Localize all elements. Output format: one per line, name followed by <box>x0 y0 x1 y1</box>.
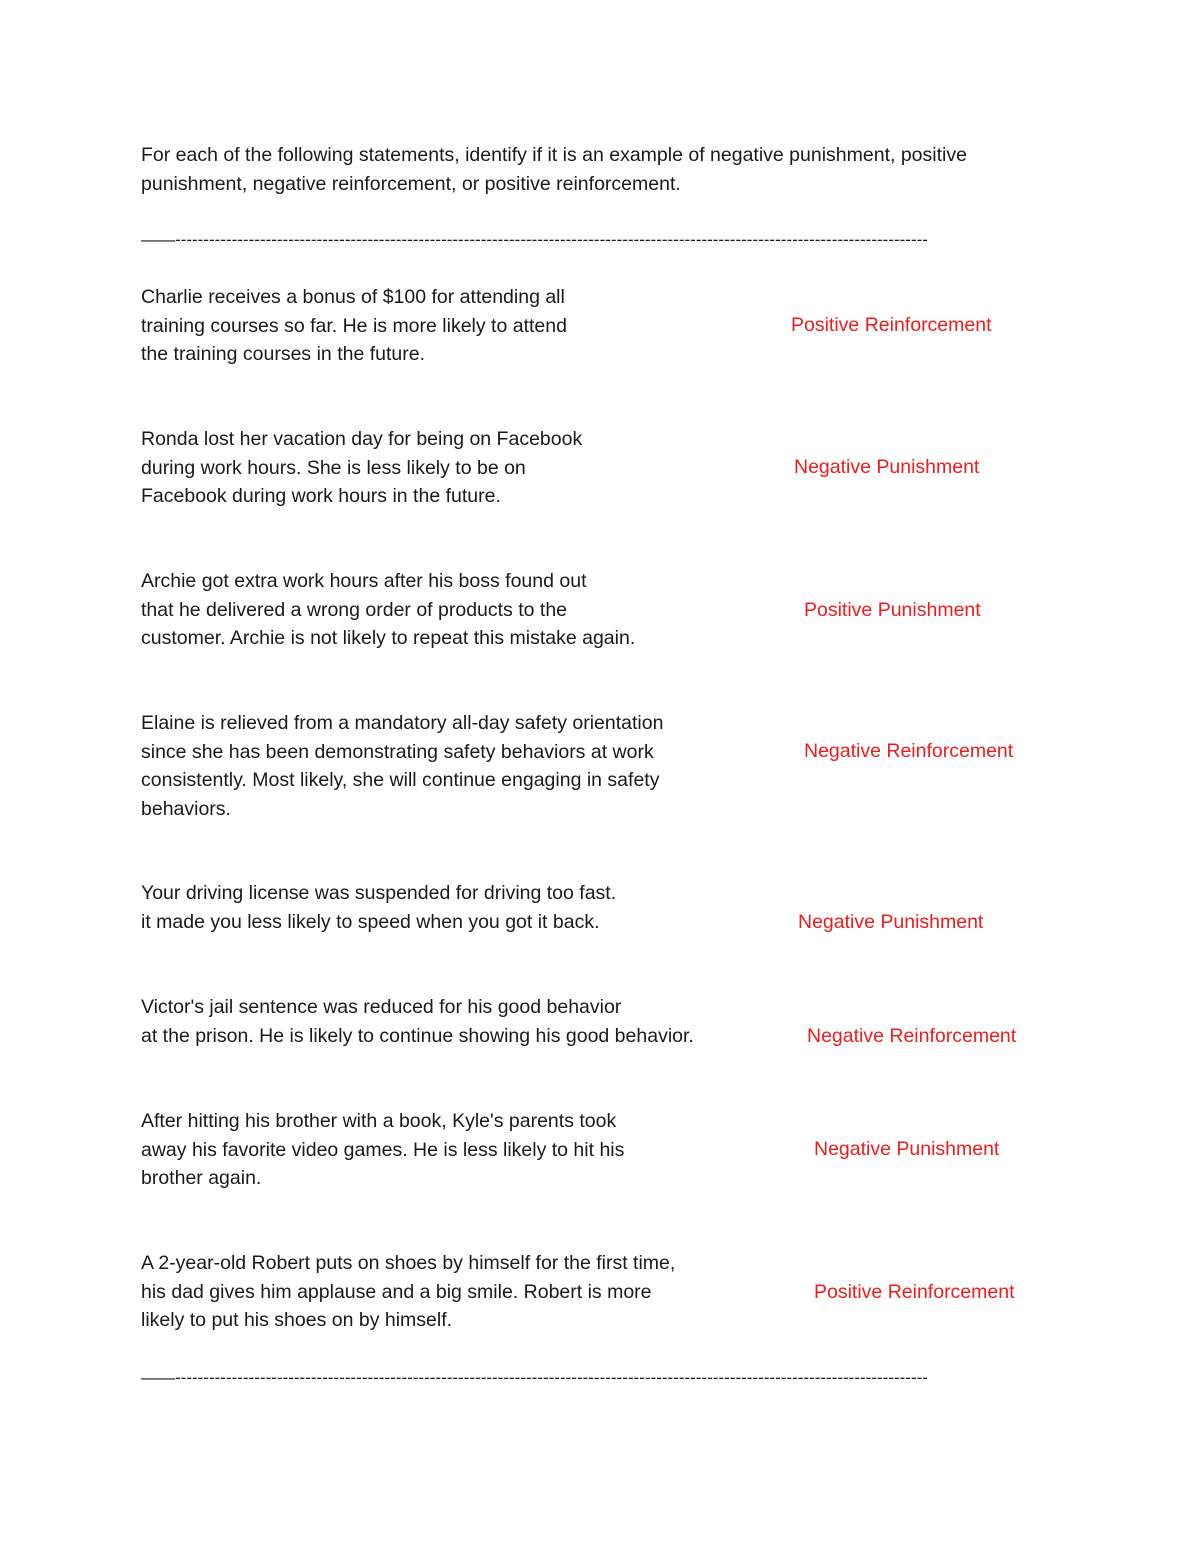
answer-text: Negative Reinforcement <box>807 1025 1017 1047</box>
instructions-paragraph: For each of the following statements, identify if it is an example of negative punishment, positive punishment, negative reinforcement, or positive reinforcement. <box>141 144 967 195</box>
statement-text: Archie got extra work hours after his boss found out that he delivered a wrong order of products to the customer. Archie is not likely to repeat this mistake again. <box>141 570 636 649</box>
statement-text: Charlie receives a bonus of $100 for attending all training courses so far. He is more likely to attend the training courses in the future. <box>141 286 567 365</box>
statement-text: Victor's jail sentence was reduced for his good behavior at the prison. He is likely to continue showing his good behavior. <box>141 996 694 1047</box>
statement-text: Your driving license was suspended for driving too fast. it made you less likely to speed when you got it back. <box>141 882 617 933</box>
statement-text: A 2-year-old Robert puts on shoes by himself for the first time, his dad gives him applause and a big smile. Robert is more likely to put his shoes on by himself. <box>141 1252 676 1331</box>
statement-text: Elaine is relieved from a mandatory all-day safety orientation since she has been demonstrating safety behaviors at work consistently. Most likely, she will continue engaging in safety behaviors. <box>141 712 664 820</box>
answer-text: Negative Punishment <box>798 911 984 933</box>
answer-text: Positive Punishment <box>804 599 981 621</box>
answer-text: Negative Punishment <box>814 1138 1000 1160</box>
statement-text: After hitting his brother with a book, Kyle's parents took away his favorite video games. He is less likely to hit his brother again. <box>141 1110 625 1189</box>
answer-text: Negative Reinforcement <box>804 740 1014 762</box>
answer-text: Positive Reinforcement <box>814 1281 1015 1303</box>
bottom-divider: ——------------------------------------------------------------------------------------------------------------------------------------- <box>141 1368 928 1387</box>
answer-text: Positive Reinforcement <box>791 314 992 336</box>
statement-text: Ronda lost her vacation day for being on Facebook during work hours. She is less likely to be on Facebook during work hours in the future. <box>141 428 583 507</box>
top-divider: ——------------------------------------------------------------------------------------------------------------------------------------- <box>141 230 928 249</box>
answer-text: Negative Punishment <box>794 456 980 478</box>
